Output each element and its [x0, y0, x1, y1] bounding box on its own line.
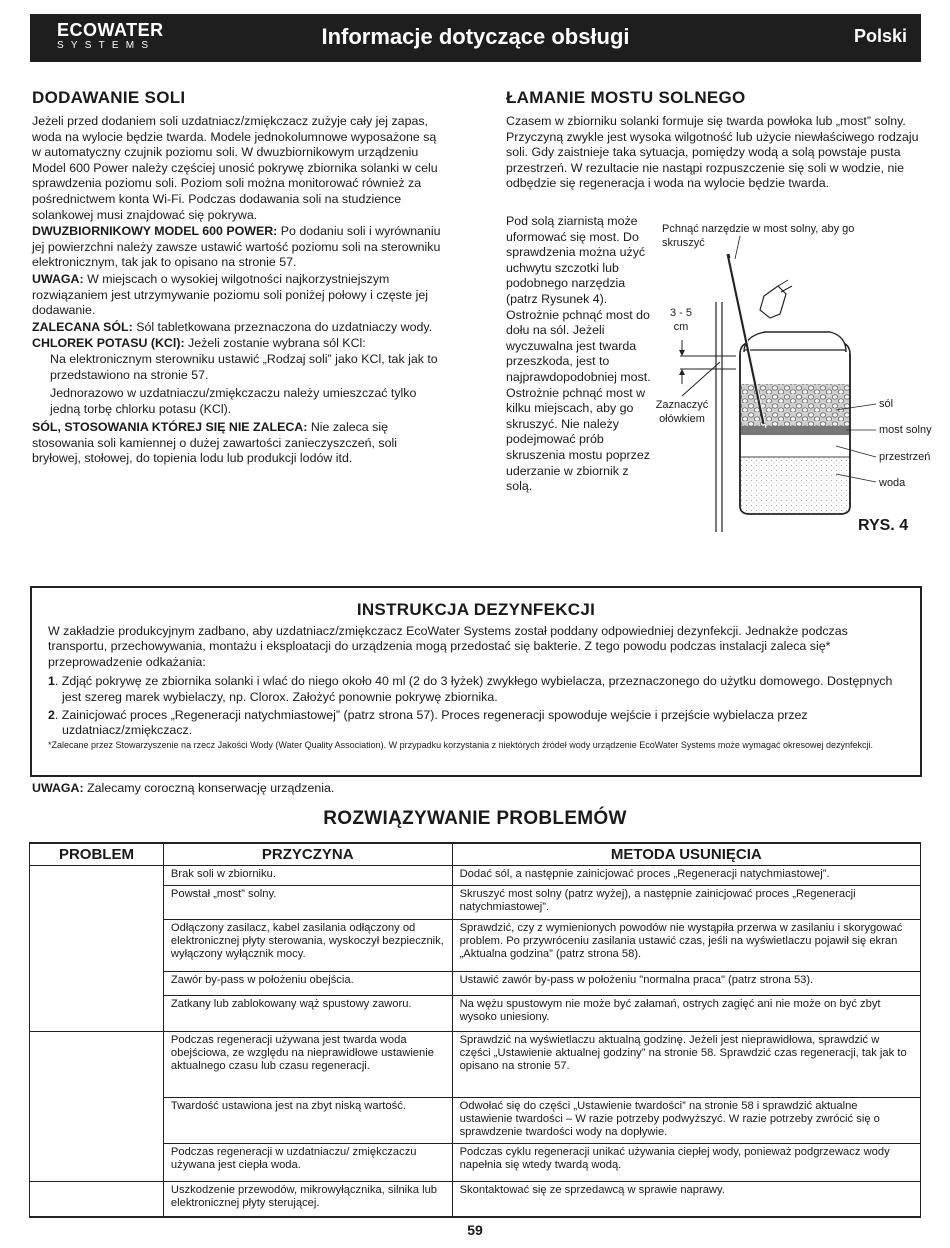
cause-cell: Podczas regeneracji w uzdatniaczu/ zmiękczaczu używana jest ciepła woda.	[163, 1143, 452, 1181]
adding-salt-heading: DODAWANIE SOLI	[32, 88, 186, 107]
salt-bridge-section	[506, 88, 926, 192]
salt-bridge-instructions: Pod solą ziarnistą może uformować się most. Do sprawdzenia można użyć uchwytu szczotki lub podobnego narzędzia (patrz Rysunek 4). Ostrożnie pchnąć most do dołu na sól. Jeżeli wyczuwalna jest twarda przeszkoda, jest to najprawdopodobniej most. Ostrożnie pchnąć most w kilku miejscach, aby go skruszyć. Nie należy podejmować prób skruszenia mostu poprzez uderzanie w zbiornik z solą.	[506, 214, 651, 494]
disinfection-footnote: *Zalecane przez Stowarzyszenie na rzecz Jakości Wody (Water Quality Association). W przypadku korzystania z niektórych źródeł wody urządzenie EcoWater Systems może wymagać okresowej dezynfekcji.	[48, 739, 873, 750]
cause-cell: Uszkodzenie przewodów, mikrowyłącznika, silnika lub elektronicznej płyty sterującej.	[163, 1181, 452, 1217]
table-row	[30, 885, 921, 919]
salt-label: sól	[879, 398, 894, 410]
kcl-text: Jeżeli zostanie wybrana sól KCl:	[188, 336, 366, 351]
maintenance-label: UWAGA:	[32, 781, 84, 795]
step-1-text: Zdjąć pokrywę ze zbiornika solanki i wlać do niego około 40 ml (2 do 3 łyżek) zwykłego wybielacza, przeznaczonego do użytku domowego. Dostępnych jest szereg marek wybielaczy, np. Clorox. Założyć ponownie pokrywę zbiornika.	[61, 674, 893, 704]
column-header-remedy: METODA USUNIĘCIA	[452, 843, 920, 865]
note-label: UWAGA:	[32, 271, 84, 286]
cm-label: 3 - 5 cm	[669, 307, 692, 333]
troubleshooting-heading: ROZWIĄZYWANIE PROBLEMÓW	[323, 808, 627, 829]
disinfection-intro: W zakładzie produkcyjnym zadbano, aby uzdatniacz/zmiękczacz EcoWater Systems został poddany odpowiedniej dezynfekcji. Jednakże podczas transportu, przechowywania, montażu i eksploatacji do urządzenia mogą przedostać się bakterie. Z tego powodu podczas instalacji zaleca się* przeprowadzenie odkażania:	[48, 624, 848, 669]
remedy-cell: Skruszyć most solny (patrz wyżej), a następnie zainicjować proces „Regeneracji natychmiastowej”.	[452, 885, 920, 919]
maintenance-text: Zalecamy coroczną konserwację urządzenia.	[87, 781, 335, 795]
problem-cell	[30, 865, 164, 1031]
step-2-text: Zainicjować proces „Regeneracji natychmiastowej” (patrz strona 57). Proces regeneracji spowoduje wejście i przejście wybielacza przez uzdatniacz/zmiękczacz.	[61, 708, 808, 738]
salt-bridge-label: most solny	[879, 424, 932, 436]
kcl-paragraph	[32, 336, 448, 352]
page-title: Informacje dotyczące obsługi	[321, 24, 630, 49]
page-header	[30, 14, 921, 62]
table-row	[30, 971, 921, 995]
table-row	[30, 1031, 921, 1097]
kcl-item-1: Na elektronicznym sterowniku ustawić „Rodzaj soli” jako KCl, tak jak to przedstawiono na stronie 57.	[50, 351, 438, 382]
not-recommended-text: Nie zaleca się stosowania soli kamiennej o dużej zawartości zanieczyszczeń, soli bryłowej, stołowej, do topienia lodu lub produkcji lodów itd.	[32, 420, 398, 466]
table-row	[30, 865, 921, 885]
step-1-number: 1	[48, 674, 55, 689]
recommended-salt	[32, 320, 448, 336]
cause-cell: Zawór by-pass w położeniu obejścia.	[163, 971, 452, 995]
cause-cell: Powstał „most” solny.	[163, 885, 452, 919]
not-recommended-label: SÓL, STOSOWANIA KTÓREJ SIĘ NIE ZALECA:	[32, 420, 308, 435]
dual-tank-label: DWUZBIORNIKOWY MODEL 600 POWER:	[32, 224, 278, 239]
empty-space-label: przestrzeń	[879, 451, 931, 463]
table-row	[30, 919, 921, 971]
figure-caption: RYS. 4	[858, 517, 909, 534]
salt-tank-illustration	[640, 214, 945, 544]
pencil-mark-label: Zaznaczyć ołówkiem	[655, 399, 709, 425]
recommended-salt-text: Sól tabletkowana przeznaczona do uzdatniaczy wody.	[136, 319, 433, 334]
figure-4	[640, 214, 945, 544]
remedy-cell: Sprawdzić na wyświetlaczu aktualną godzinę. Jeżeli jest nieprawidłowa, sprawdzić w części „Ustawienie aktualnej godziny” na stronie 58. Sprawdzić czas regeneracji, tak jak to opisano na stronie 57.	[452, 1031, 920, 1097]
table-row	[30, 1097, 921, 1143]
cause-cell: Odłączony zasilacz, kabel zasilania odłączony od elektronicznej płyty sterowania, wyskoczył bezpiecznik, wyłączony wyłącznik mocy.	[163, 919, 452, 971]
kcl-label: CHLOREK POTASU (KCl):	[32, 336, 185, 351]
disinfection-step-2: 2. Zainicjować proces „Regeneracji natychmiastowej” (patrz strona 57). Proces regeneracji spowoduje wejście i przejście wybielacza przez uzdatniacz/zmiękczacz.	[48, 708, 808, 738]
push-tool-label: Pchnąć narzędzie w most solny, aby go skruszyć	[662, 223, 855, 249]
remedy-cell: Skontaktować się ze sprzedawcą w sprawie naprawy.	[452, 1181, 920, 1217]
adding-salt-intro: Jeżeli przed dodaniem soli uzdatniacz/zmiękczacz zużyje cały jej zapas, woda na wylocie będzie twarda. Modele jednokolumnowe wyposażone są w automatyczny czujnik poziomu soli. W dwuzbiornikowym urządzeniu Model 600 Power należy częściej unosić pokrywę zbiornika solanki w celu sprawdzenia poziomu soli. Poziom soli można monitorować również za pośrednictwem konta Wi-Fi. Podczas dodawania soli na studzience solankowej musi znajdować się pokrywa.	[32, 114, 438, 222]
remedy-cell: Ustawić zawór by-pass w położeniu "normalna praca" (patrz strona 53).	[452, 971, 920, 995]
table-row	[30, 1181, 921, 1217]
cause-cell: Twardość ustawiona jest na zbyt niską wartość.	[163, 1097, 452, 1143]
language-label: Polski	[853, 26, 907, 46]
page-number: 59	[467, 1222, 483, 1238]
disinfection-heading: INSTRUKCJA DEZYNFEKCJI	[356, 600, 596, 619]
dual-tank-paragraph	[32, 224, 448, 271]
remedy-cell: Na wężu spustowym nie może być załamań, ostrych zagięć ani nie może on być zbyt wysoko uniesiony.	[452, 995, 920, 1031]
humidity-note	[32, 272, 448, 319]
logo-main-text: ECOWATER	[57, 20, 164, 40]
remedy-cell: Odwołać się do części „Ustawienie twardości” na stronie 58 i sprawdzić aktualne ustawienie twardości – W razie potrzeby podwyższyć. W razie potrzeby zwrócić się o sprawdzenie twardości wody na dopływie.	[452, 1097, 920, 1143]
remedy-cell: Dodać sól, a następnie zainicjować proces „Regeneracji natychmiastowej”.	[452, 865, 920, 885]
logo-sub-text: SYSTEMS	[57, 40, 156, 51]
remedy-cell: Sprawdzić, czy z wymienionych powodów nie wystąpiła przerwa w zasilaniu i skorygować problem. Po przywróceniu zasilania ustawić czas, jeśli na wyświetlaczu pojawił się ekran „Aktualna godzina” (patrz strona 58).	[452, 919, 920, 971]
recommended-salt-label: ZALECANA SÓL:	[32, 319, 133, 334]
kcl-item-2: Jednorazowo w uzdatniaczu/zmiękczaczu należy umieszczać tylko jedną torbę chlorku potasu (KCl).	[50, 386, 417, 416]
cause-cell: Zatkany lub zablokowany wąż spustowy zaworu.	[163, 995, 452, 1031]
water-label: woda	[879, 477, 906, 489]
not-recommended-salt	[32, 420, 448, 467]
problem-cell	[30, 1031, 164, 1181]
dual-tank-text: Po dodaniu soli i wyrównaniu jej powierzchni należy zawsze ustawić wartość poziomu soli na sterowniku elektronicznym, tak jak to opisano na stronie 57.	[32, 224, 441, 270]
column-header-cause: PRZYCZYNA	[163, 843, 452, 865]
cause-cell: Podczas regeneracji używana jest twarda woda obejściowa, ze względu na nieprawidłowe ustawienie aktualnego czasu lub czasu regeneracji.	[163, 1031, 452, 1097]
cause-cell: Brak soli w zbiorniku.	[163, 865, 452, 885]
problem-cell	[30, 1181, 164, 1217]
step-2-number: 2	[48, 708, 55, 723]
salt-bridge-intro: Czasem w zbiorniku solanki formuje się twarda powłoka lub „most” solny. Przyczyną zwykle jest wysoka wilgotność lub użycie niewłaściwego rodzaju soli. Gdy zaistnieje taka sytuacja, pomiędzy wodą a solą powstaje pusta przestrzeń. W rezultacie nie nastąpi rozpuszczenie się soli w wodzie, nie odbędzie się regeneracja i woda na wylocie będzie twarda.	[506, 114, 919, 191]
table-header-row	[30, 843, 921, 865]
troubleshooting-table	[29, 842, 921, 1218]
disinfection-step-1: 1. Zdjąć pokrywę ze zbiornika solanki i wlać do niego około 40 ml (2 do 3 łyżek) zwykłego wybielacza, przeznaczonego do użytku domowego. Dostępnych jest szereg marek wybielaczy, np. Clorox. Założyć ponownie pokrywę zbiornika.	[48, 674, 893, 704]
maintenance-note	[32, 781, 334, 795]
disinfection-box	[30, 586, 922, 777]
salt-bridge-heading: ŁAMANIE MOSTU SOLNEGO	[506, 88, 746, 107]
table-row	[30, 1143, 921, 1181]
column-header-problem: PROBLEM	[30, 843, 164, 865]
table-row	[30, 995, 921, 1031]
note-text: W miejscach o wysokiej wilgotności najkorzystniejszym rozwiązaniem jest utrzymywanie poziomu soli poniżej połowy i częste jej dodawanie.	[32, 271, 428, 318]
remedy-cell: Podczas cyklu regeneracji unikać używania ciepłej wody, ponieważ podgrzewacz wody napełnia się wtedy twardą wodą.	[452, 1143, 920, 1181]
adding-salt-section	[32, 88, 448, 468]
